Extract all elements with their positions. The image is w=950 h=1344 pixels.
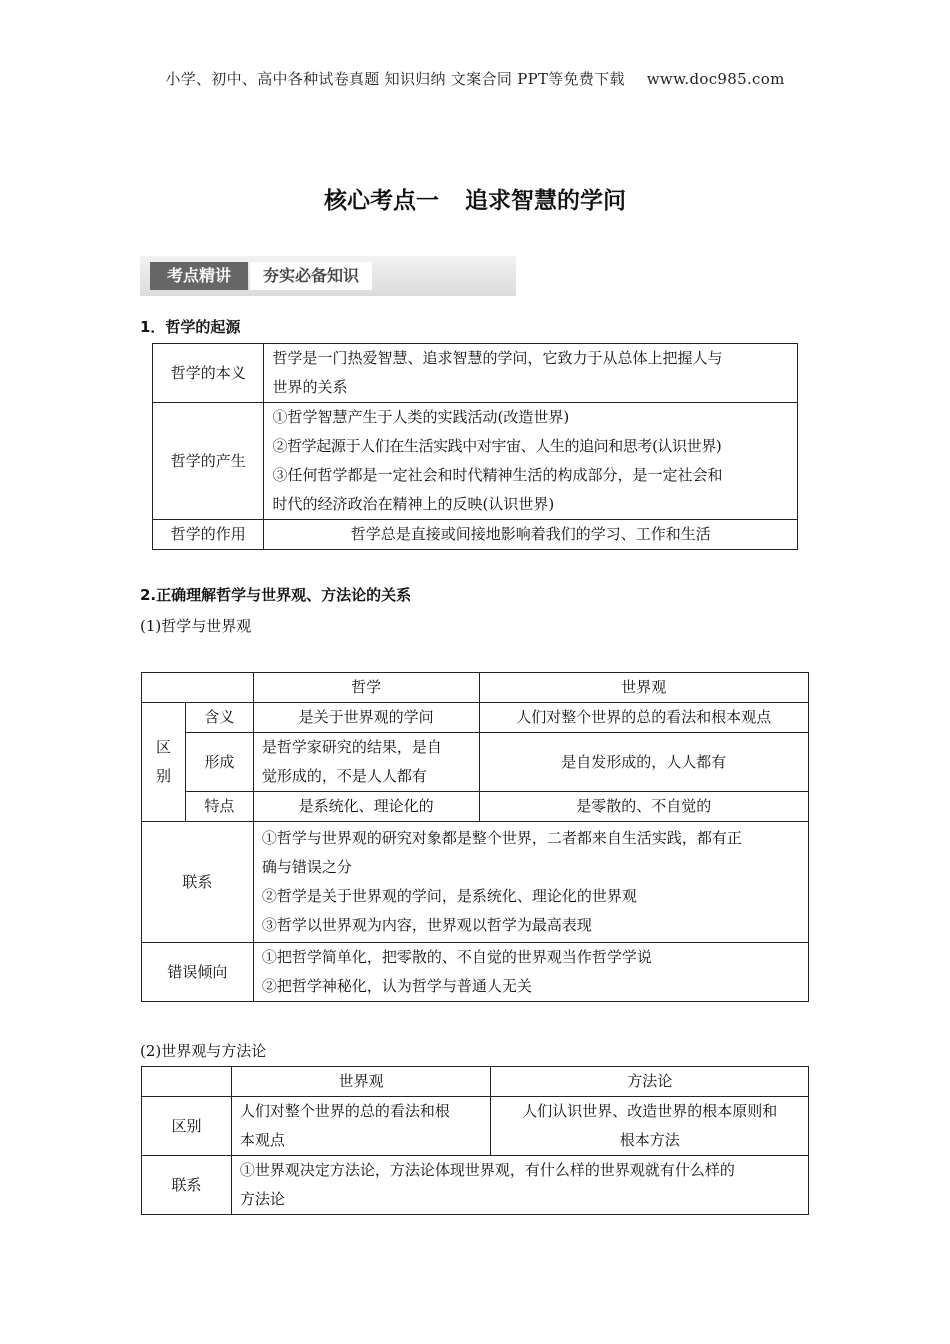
row-label: 错误倾向: [142, 943, 254, 1002]
page-title: [0, 182, 950, 215]
cell: ①世界观决定方法论，方法论体现世界观，有什么样的世界观就有什么样的 方法论: [231, 1156, 808, 1215]
row-label: 哲学的作用: [153, 520, 264, 550]
row-label: 区别: [142, 1097, 232, 1156]
subsection2-heading: (2)世界观与方法论: [140, 1042, 267, 1060]
subsection1-heading: (1)哲学与世界观: [140, 617, 252, 635]
table-header-row: [142, 1067, 809, 1097]
section-banner: [140, 256, 516, 296]
table-row: [153, 520, 798, 550]
title-part1: 核心考点一: [324, 188, 439, 214]
table-row: [142, 703, 809, 733]
table-row: [142, 792, 809, 822]
table-row: [153, 344, 798, 403]
table-header-row: [142, 673, 809, 703]
header-site: www.doc985.com: [646, 70, 785, 88]
row-label: 联系: [142, 822, 254, 943]
page-header: [0, 68, 950, 89]
difference-label: 区 别: [142, 703, 186, 822]
row-label: 哲学的产生: [153, 403, 264, 520]
cell: 是哲学家研究的结果，是自 觉形成的，不是人人都有: [253, 733, 479, 792]
cell: 是关于世界观的学问: [253, 703, 479, 733]
table-row: [142, 1156, 809, 1215]
row-label: 形成: [185, 733, 253, 792]
table-row: [142, 733, 809, 792]
cell: 人们对整个世界的总的看法和根 本观点: [231, 1097, 491, 1156]
row-label: 联系: [142, 1156, 232, 1215]
cell: 是自发形成的，人人都有: [479, 733, 808, 792]
title-part2: 追求智慧的学问: [465, 188, 626, 214]
philosophy-worldview-table: [141, 672, 809, 1002]
column-header: 世界观: [479, 673, 808, 703]
row-label: 特点: [185, 792, 253, 822]
table-row: [142, 943, 809, 1002]
table-row: [142, 1097, 809, 1156]
column-header: 方法论: [491, 1067, 809, 1097]
cell: ①把哲学简单化，把零散的、不自觉的世界观当作哲学学说 ②把哲学神秘化，认为哲学与普通人无关: [253, 943, 808, 1002]
row-content: 哲学是一门热爱智慧、追求智慧的学问，它致力于从总体上把握人与 世界的关系: [264, 344, 798, 403]
column-header: 世界观: [231, 1067, 491, 1097]
banner-label-primary: 考点精讲: [150, 262, 248, 290]
cell: 是零散的、不自觉的: [479, 792, 808, 822]
cell: 是系统化、理论化的: [253, 792, 479, 822]
column-header: 哲学: [253, 673, 479, 703]
origin-table: [152, 343, 798, 550]
section1-heading: 1．哲学的起源: [140, 318, 241, 336]
section2-heading: 2.正确理解哲学与世界观、方法论的关系: [140, 586, 412, 604]
row-content: 哲学总是直接或间接地影响着我们的学习、工作和生活: [264, 520, 798, 550]
header-text: 小学、初中、高中各种试卷真题 知识归纳 文案合同 PPT等免费下载: [165, 70, 625, 88]
row-label: 哲学的本义: [153, 344, 264, 403]
table-row: [153, 403, 798, 520]
cell: 人们认识世界、改造世界的根本原则和 根本方法: [491, 1097, 809, 1156]
cell: 人们对整个世界的总的看法和根本观点: [479, 703, 808, 733]
cell: ①哲学与世界观的研究对象都是整个世界，二者都来自生活实践，都有正 确与错误之分 ②哲学是关于世界观的学问，是系统化、理论化的世界观 ③哲学以世界观为内容，世界观以哲学为最高表现: [253, 822, 808, 943]
row-label: 含义: [185, 703, 253, 733]
row-content: ①哲学智慧产生于人类的实践活动(改造世界) ②哲学起源于人们在生活实践中对宇宙、人生的追问和思考(认识世界) ③任何哲学都是一定社会和时代精神生活的构成部分，是一定社会和 时代的经济政治在精神上的反映(认识世界): [264, 403, 798, 520]
table-row: [142, 822, 809, 943]
worldview-methodology-table: [141, 1066, 809, 1215]
banner-label-secondary: 夯实必备知识: [250, 262, 372, 290]
